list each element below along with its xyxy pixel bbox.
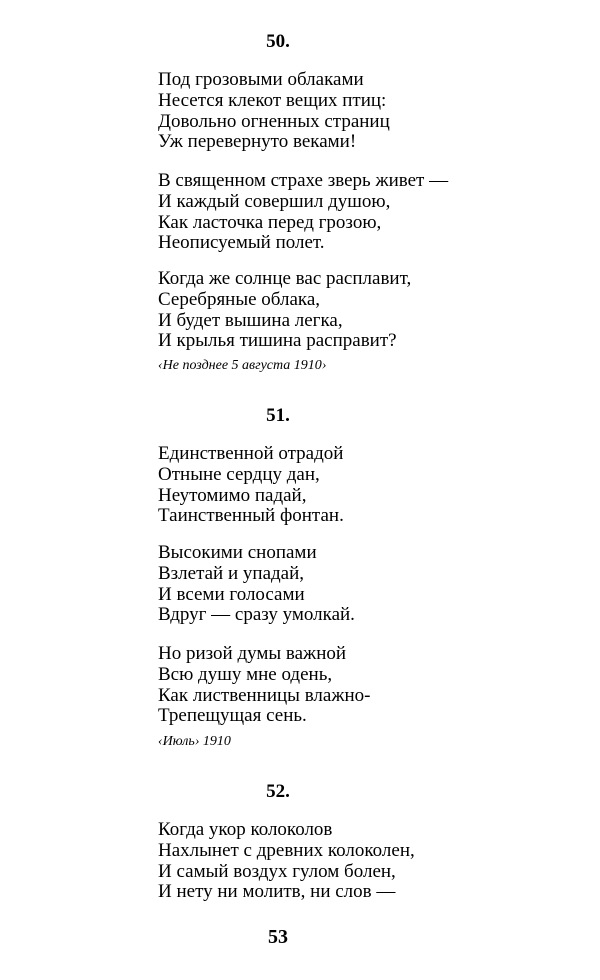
page-number: 53 [268,926,288,948]
poem-line: Высокими снопами [158,542,317,563]
stanza [158,820,415,903]
poem-line: И всеми голосами [158,583,305,605]
poem-line: В священном страхе зверь живет — [158,170,449,191]
stanza [158,444,344,527]
poem-number: 52. [266,781,290,802]
stanza [158,171,448,254]
poem-line: Но ризой думы важной [158,643,347,664]
poem-line: Вдруг — сразу умолкай. [158,604,355,626]
stanza [158,269,411,352]
poem-line: Несется клекот вещих птиц: [158,89,387,111]
poem-line: Как ласточка перед грозою, [158,211,382,233]
poem-line: Под грозовыми облаками [158,69,364,90]
poem-line: Нахлынет с древних колоколен, [158,839,415,861]
poem-line: Когда укор колоколов [158,819,333,840]
stanza [158,543,355,626]
poem-line: Как лиственницы влажно- [158,684,371,706]
poem-line: И будет вышина легка, [158,309,343,331]
poem-line: И самый воздух гулом болен, [158,860,396,882]
poem-line: Когда же солнце вас расплавит, [158,268,412,289]
poem-line: Всю душу мне одень, [158,663,333,685]
poem-line: Трепещущая сень. [158,705,307,727]
poem-line: Неописуемый полет. [158,232,325,254]
poem-line: Единственной отрадой [158,443,344,464]
poem-number: 51. [266,405,290,426]
poem-line: Серебряные облака, [158,288,321,310]
poem-date: ‹Не позднее 5 августа 1910› [158,358,327,373]
poem-line: И крылья тишина расправит? [158,330,397,352]
poem-line: Уж перевернуто веками! [158,131,357,153]
poem-line: И нету ни молитв, ни слов — [158,881,396,903]
poem-line: Взлетай и упадай, [158,562,305,584]
poem-line: И каждый совершил душою, [158,190,391,212]
stanza [158,644,370,727]
poem-line: Таинственный фонтан. [158,505,344,527]
poem-date: ‹Июль› 1910 [158,734,231,749]
stanza [158,70,390,153]
poem-line: Довольно огненных страниц [158,110,390,132]
poem-number: 50. [266,31,290,52]
poem-line: Неутомимо падай, [158,484,307,506]
poem-line: Отныне сердцу дан, [158,463,320,485]
